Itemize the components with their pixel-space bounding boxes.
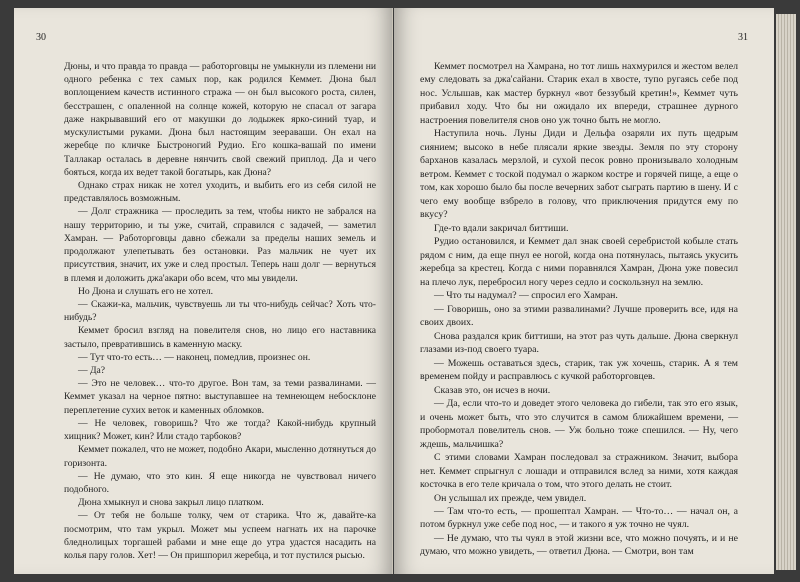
paragraph: — Не человек, говоришь? Что же тогда? Какой-нибудь крупный хищник? Может, кин? Или стадо тарбоков?: [64, 417, 376, 443]
page-number-left: 30: [36, 32, 46, 43]
paragraph: — Что ты надумал? — спросил его Хамран.: [434, 290, 618, 302]
paragraph: Он услышал их прежде, чем увидел.: [434, 492, 587, 504]
paragraph: Где-то вдали закричал биттиши.: [434, 222, 569, 234]
paragraph: — Да, если что-то и доведет этого человека до гибели, так это его язык, и очень может быть, что это случится в самом ближайшем времени, — пробормотал повелитель снов. — Уж больно тоже спешился. — Ну, чего ждешь, мальчишка?: [420, 398, 738, 450]
paragraph: С этими словами Хамран последовал за стражником. Значит, выбора нет. Кеммет спрыгнул с лошади и отправился вслед за ними, хотя каждая косточка в его теле кричала о том, что этого делать не стоит.: [420, 452, 738, 491]
paragraph: Снова раздался крик биттиши, на этот раз чуть дальше. Дюна сверкнул глазами из-под своего туара.: [420, 330, 738, 356]
paragraph: Рудио остановился, и Кеммет дал знак своей серебристой кобыле стать рядом с ним, да еще пнул ее ногой, когда она потянулась, пытаясь укусить жеребца за крестец. Когда с ними поравнялся Хамран, Дюна уже повесил на плечо лук, перебросил ногу через седло и соскользнул на землю.: [420, 236, 738, 288]
paragraph: — Там что-то есть, — прошептал Хамран. — Что-то… — начал он, а потом буркнул уже себе под нос, — и такого я уж точно не чуял.: [420, 505, 738, 531]
paragraph: Дюны, и что правда то правда — работорговцы не умыкнули из племени ни одного ребенка с тех самых пор, как родился Кеммет. Дюна был воплощением качеств истинного стража — он был высокого роста, силен, бесстрашен, с опаленной на солнце кожей, которую не спасал от загара даже накрывавший его от макушки до лодыжек ярко-синий туар, и мускулистыми руками. Дюна был настоящим зеераваши. Он ехал на жеребце по кличке Быстроногий Рудио. Его кошка-вашай по имени Таллакар осталась в деревне нянчить свой свежий приплод. Да и чего бояться, когда их ведет такой богатырь, как Дюна?: [64, 61, 376, 178]
paragraph: — Не думаю, что это кин. Я еще никогда не чувствовал ничего подобного.: [64, 470, 376, 495]
paragraph: — Не думаю, что ты чуял в этой жизни все, что можно почуять, и и не думаю, что можно увидеть, — ответил Дюна. — Смотри, вон там: [420, 532, 738, 558]
paragraph: Кеммет пожалел, что не может, подобно Акари, мысленно дотянуться до горизонта.: [64, 444, 376, 469]
paragraph: — Да?: [78, 365, 106, 377]
paragraph: Кеммет бросил взгляд на повелителя снов, но лицо его наставника застыло, превратившись в каменную маску.: [64, 325, 376, 350]
paragraph: — От тебя не больше толку, чем от старика. Что ж, давайте-ка посмотрим, что там укрыл. Может мы успеем нагнать их на парочке бледнолицых торгашей рабами и мне еще до утра удастся насадить на колья пару голов. Хет! — Он пришпорил жеребца, и тот пустился рысью.: [64, 510, 376, 562]
paragraph: — Можешь оставаться здесь, старик, так уж хочешь, старик. А я тем временем пойду и расправлюсь с кучкой работорговцев.: [420, 357, 738, 383]
paragraph: — Тут что-то есть… — наконец, помедлив, произнес он.: [78, 351, 311, 363]
paragraph: Наступила ночь. Луны Диди и Дельфа озаряли их путь щедрым сиянием; высоко в небе плясали яркие звезды. Земля по эту сторону барханов казалась мерзлой, и сухой песок ровно пронизывало холодным ветром. Кеммет с тоской подумал о жарком костре и горячей пище, а еще о том, как хорошо было бы после вечерних забот сыграть партию в шену. И с чего ему вообще взбрело в голову, что приключения придутся ему по вкусу?: [420, 128, 738, 221]
paragraph: — Скажи-ка, мальчик, чувствуешь ли ты что-нибудь сейчас? Хоть что-нибудь?: [64, 298, 376, 324]
right-page: [394, 8, 774, 574]
paragraph: Однако страх никак не хотел уходить, и выбить его из себя силой не представлялось возможным.: [64, 179, 376, 205]
right-page-text: [420, 60, 738, 559]
left-page: [14, 8, 393, 574]
left-page-text: [64, 60, 376, 562]
paragraph: Дюна хмыкнул и снова закрыл лицо платком.: [78, 497, 264, 509]
page-number-right: 31: [738, 32, 748, 43]
paragraph: — Долг стражника — проследить за тем, чтобы никто не забрался на нашу территорию, и ты уже, считай, справился с задачей, — заметил Хамран. — Работорговцы давно сбежали за пределы наших земель и продолжают улепетывать без остановки. Раз мальчик не чует их присутствия, значит, их уже и след простыл. Теперь наш долг — вернуться в племя и доложить джа'акари обо всем, что мы увидели.: [64, 206, 376, 284]
paragraph: — Это не человек… что-то другое. Вон там, за теми развалинами. — Кеммет указал на черное пятно: выступавшее на темнеющем небосклоне переплетение сухих веток и каменных обломков.: [64, 378, 376, 416]
paragraph: Сказав это, он исчез в ночи.: [434, 384, 551, 396]
book-page-edges: [776, 14, 796, 570]
paragraph: Кеммет посмотрел на Хамрана, но тот лишь нахмурился и жестом велел ему следовать за джа'сайани. Старик ехал в хвосте, тупо ругаясь себе под нос. Услышав, как мастер буркнул «вот беззубый кретин!», Кеммет чуть прибавил ходу. Что бы ни ожидало их впереди, страшнее дурного настроения повелителя снов оно уж точно быть не могло.: [420, 61, 738, 126]
paragraph: — Говоришь, оно за этими развалинами? Лучше проверить все, идя на своих двоих.: [420, 303, 738, 329]
paragraph: Но Дюна и слушать его не хотел.: [78, 285, 214, 297]
